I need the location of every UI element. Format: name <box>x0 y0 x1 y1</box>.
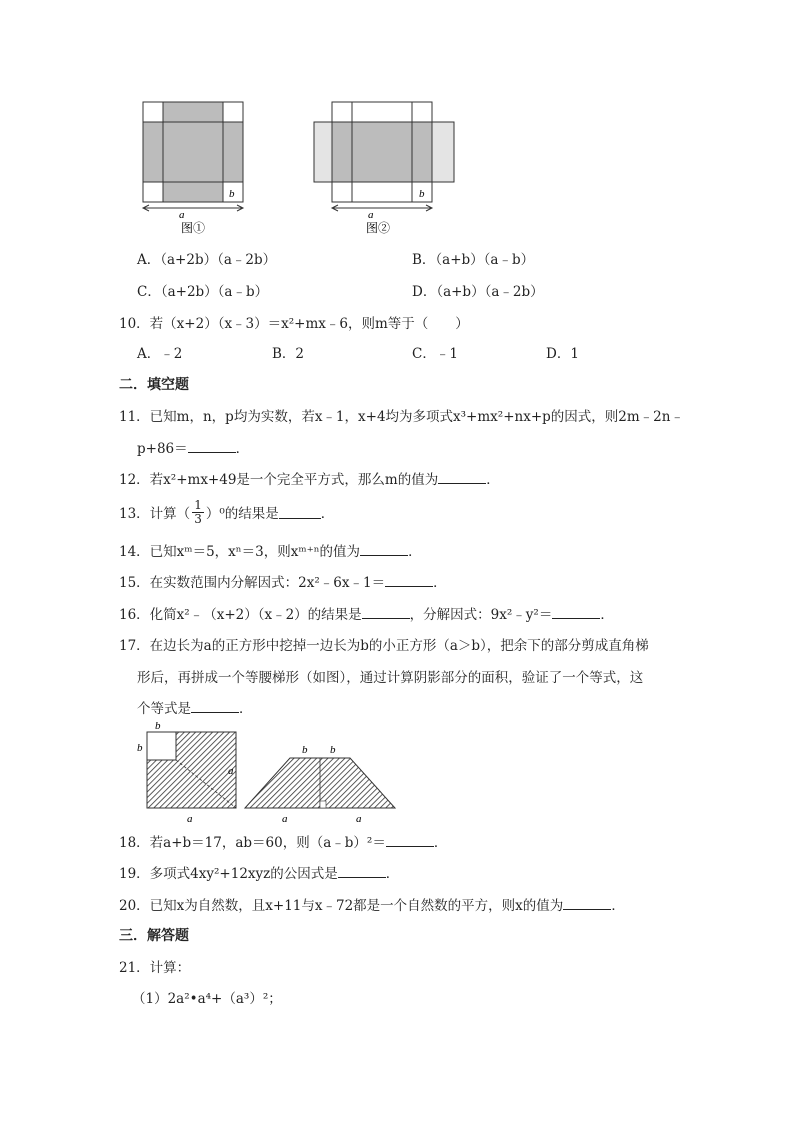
q14-text: 14．已知xᵐ＝5，xⁿ＝3，则xᵐ⁺ⁿ的值为 <box>119 544 361 560</box>
q15-answer-blank[interactable] <box>385 574 433 587</box>
fig1-label-b: b <box>229 188 235 200</box>
q12: 12．若x²+mx+49是一个完全平方式，那么m的值为 ． <box>119 472 500 488</box>
q13-prefix: 13．计算（ <box>119 506 191 522</box>
q13-frac-den: 3 <box>194 511 202 526</box>
q12-text: 12．若x²+mx+49是一个完全平方式，那么m的值为 <box>119 472 439 488</box>
q17-fig-b-top: b <box>155 720 161 732</box>
q17-fig-trap-a2: a <box>356 813 362 825</box>
q16-text-2: ，分解因式：9x²﹣y²＝ <box>409 607 553 623</box>
q21-part-1: （1）2a²•a⁴+（a³）²； <box>132 991 282 1007</box>
q17-line3: 个等式是 ． <box>137 701 253 717</box>
q17-figure <box>132 716 400 826</box>
q13-frac-num: 1 <box>194 497 202 512</box>
q11-line2: p+86＝ ． <box>137 441 250 457</box>
q17-text: 个等式是 <box>137 701 191 717</box>
q10-option-a[interactable]: A．﹣2 <box>137 346 183 362</box>
figure-2 <box>312 100 457 240</box>
section-2-heading: 二．填空题 <box>119 377 189 393</box>
q17-fig-trap-a1: a <box>282 813 288 825</box>
fig1-label-a: a <box>179 209 185 221</box>
q12-answer-blank[interactable] <box>438 471 486 484</box>
q20-answer-blank[interactable] <box>563 897 611 910</box>
q10-option-d[interactable]: D．1 <box>546 346 579 362</box>
q9-option-d[interactable]: D．（a+b）（a﹣2b） <box>412 284 544 300</box>
q16: 16．化简x²﹣（x+2）（x﹣2）的结果是 ，分解因式：9x²﹣y²＝ ． <box>119 607 614 623</box>
q13-fraction <box>192 499 204 526</box>
q9-option-c[interactable]: C．（a+2b）（a﹣b） <box>137 284 269 300</box>
q17-fig-a-right: a <box>228 765 234 777</box>
q11-text: p+86＝ <box>137 441 188 457</box>
q18-text: 18．若a+b＝17，ab＝60，则（a﹣b）²＝ <box>119 835 386 851</box>
q16-answer-blank-1[interactable] <box>362 606 410 619</box>
q19-text: 19．多项式4xy²+12xyz的公因式是 <box>119 866 338 882</box>
q15: 15．在实数范围内分解因式：2x²﹣6x﹣1＝ ． <box>119 575 447 591</box>
q20-text: 20．已知x为自然数，且x+11与x﹣72都是一个自然数的平方，则x的值为 <box>119 898 564 914</box>
q14: 14．已知xᵐ＝5，xⁿ＝3，则xᵐ⁺ⁿ的值为 ． <box>119 544 422 560</box>
q17-fig-trap-b1: b <box>302 744 308 756</box>
q16-text-1: 16．化简x²﹣（x+2）（x﹣2）的结果是 <box>119 607 362 623</box>
fig2-label-a: a <box>368 209 374 221</box>
q9-option-b[interactable]: B．（a+b）（a﹣b） <box>412 252 535 268</box>
fig2-caption: 图② <box>366 221 391 235</box>
q17-line1: 17．在边长为a的正方形中挖掉一边长为b的小正方形（a＞b），把余下的部分剪成直角梯 <box>119 638 649 654</box>
q21-text: 21．计算： <box>119 960 191 976</box>
q19: 19．多项式4xy²+12xyz的公因式是 ． <box>119 866 400 882</box>
q10-option-c[interactable]: C．﹣1 <box>412 346 458 362</box>
q19-answer-blank[interactable] <box>338 865 386 878</box>
q14-answer-blank[interactable] <box>360 543 408 556</box>
q13-answer-blank[interactable] <box>279 506 321 519</box>
q15-text: 15．在实数范围内分解因式：2x²﹣6x﹣1＝ <box>119 575 386 591</box>
section-3-heading: 三．解答题 <box>119 928 189 944</box>
fig2-label-b: b <box>419 188 425 200</box>
q20: 20．已知x为自然数，且x+11与x﹣72都是一个自然数的平方，则x的值为 ． <box>119 898 625 914</box>
q13-suffix: ）⁰的结果是 <box>205 506 279 522</box>
figure-1 <box>140 100 248 240</box>
q11-answer-blank[interactable] <box>188 440 236 453</box>
q17-fig-trap-b2: b <box>330 744 336 756</box>
q9-option-a[interactable]: A．（a+2b）（a﹣2b） <box>137 252 277 268</box>
q17-answer-blank[interactable] <box>191 700 239 713</box>
q10-text: 10．若（x+2）（x﹣3）＝x²+mx﹣6，则m等于（ ） <box>119 316 469 332</box>
q17-fig-a-bottom: a <box>187 813 193 825</box>
q13: 13．计算（ $\frac{1}{3}$ ）⁰的结果是 ． <box>119 497 335 526</box>
q10-option-b[interactable]: B．2 <box>272 346 305 362</box>
q18-answer-blank[interactable] <box>386 834 434 847</box>
q11-line1: 11．已知m，n，p均为实数，若x﹣1，x+4均为多项式x³+mx²+nx+p的因式，则2m﹣2n﹣ <box>119 409 684 425</box>
q18: 18．若a+b＝17，ab＝60，则（a﹣b）²＝ ． <box>119 835 448 851</box>
q17-line2: 形后，再拼成一个等腰梯形（如图），通过计算阴影部分的面积，验证了一个等式，这 <box>137 670 644 686</box>
fig1-caption: 图① <box>181 221 206 235</box>
q16-answer-blank-2[interactable] <box>552 606 600 619</box>
q17-fig-b-left: b <box>137 742 143 754</box>
